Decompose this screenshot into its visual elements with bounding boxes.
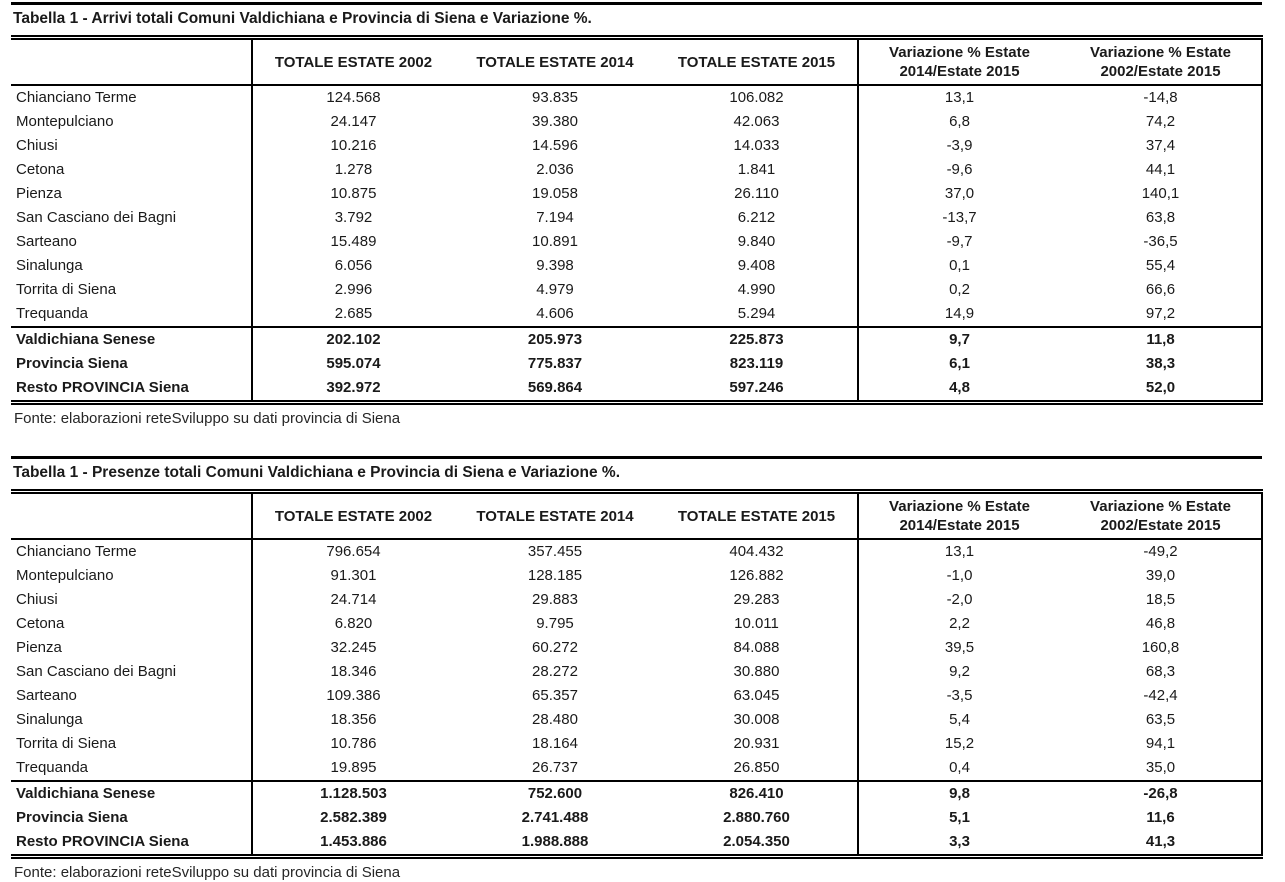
value-cell: -3,5 <box>946 687 973 704</box>
summary-row <box>11 352 1262 376</box>
value-cell: 5,1 <box>949 809 970 826</box>
value-cell: 0,1 <box>949 257 970 274</box>
value-cell: 52,0 <box>1145 379 1176 396</box>
value-cell: 55,4 <box>1145 257 1176 274</box>
value-cell: 9.398 <box>536 257 574 274</box>
value-cell: 26.110 <box>656 182 858 206</box>
source-note-presenze: Fonte: elaborazioni reteSviluppo su dati provincia di Siena <box>14 864 401 881</box>
table-row <box>11 206 1262 230</box>
value-cell: 2.996 <box>334 281 373 298</box>
value-cell: -13,7 <box>942 209 977 226</box>
value-cell: -26,8 <box>1060 781 1262 806</box>
value-cell: 392.972 <box>326 379 381 396</box>
row-label: Chiusi <box>11 588 252 612</box>
row-label: Chianciano Terme <box>11 85 252 110</box>
value-cell: 6.212 <box>656 206 858 230</box>
value-cell: 97,2 <box>1145 305 1176 322</box>
summary-row <box>11 806 1262 830</box>
table-row <box>11 732 1262 756</box>
value-cell: 3,3 <box>949 833 970 850</box>
table-row <box>11 158 1262 182</box>
value-cell: 9,8 <box>858 781 1060 806</box>
value-cell: 63,8 <box>1145 209 1176 226</box>
value-cell: 6.056 <box>334 257 373 274</box>
value-cell: 2.054.350 <box>656 830 858 857</box>
value-cell: 13,1 <box>944 543 975 560</box>
table-row <box>11 230 1262 254</box>
row-label: Sarteano <box>11 230 252 254</box>
row-label: Montepulciano <box>11 110 252 134</box>
value-cell: 205.973 <box>454 327 656 352</box>
value-cell: 39,0 <box>1145 567 1176 584</box>
value-cell: 3.792 <box>334 209 373 226</box>
value-cell: -9,6 <box>946 161 973 178</box>
row-label: Provincia Siena <box>11 352 252 376</box>
value-cell: 30.880 <box>656 660 858 684</box>
value-cell: 28.480 <box>532 711 578 728</box>
row-label: San Casciano dei Bagni <box>11 660 252 684</box>
header-line: 2014/Estate 2015 <box>899 517 1020 534</box>
section-presenze <box>11 456 1262 882</box>
value-cell: 6,1 <box>949 355 970 372</box>
value-cell: 752.600 <box>454 781 656 806</box>
value-cell: 30.008 <box>656 708 858 732</box>
value-cell: 202.102 <box>252 327 454 352</box>
value-cell: 39,5 <box>944 639 975 656</box>
value-cell: 9.795 <box>536 615 574 632</box>
row-label: Valdichiana Senese <box>11 781 252 806</box>
table-title-arrivi: Tabella 1 - Arrivi totali Comuni Valdichiana e Provincia di Siena e Variazione %. <box>13 10 592 27</box>
row-label: Sinalunga <box>11 254 252 278</box>
value-cell: 29.883 <box>532 591 578 608</box>
value-cell: 18.356 <box>330 711 377 728</box>
value-cell: 46,8 <box>1145 615 1176 632</box>
table-title-presenze: Tabella 1 - Presenze totali Comuni Valdichiana e Provincia di Siena e Variazione %. <box>13 464 621 481</box>
value-cell: 9.408 <box>656 254 858 278</box>
value-cell: 93.835 <box>532 89 578 106</box>
value-cell: -14,8 <box>1143 89 1178 106</box>
table-row <box>11 636 1262 660</box>
value-cell: -36,5 <box>1143 233 1178 250</box>
value-cell: 24.714 <box>330 591 377 608</box>
row-label: Trequanda <box>11 756 252 781</box>
value-cell: 41,3 <box>1145 833 1176 850</box>
col-header-estate-2014: TOTALE ESTATE 2014 <box>454 38 656 86</box>
row-label: Resto PROVINCIA Siena <box>11 830 252 857</box>
value-cell: 0,2 <box>949 281 970 298</box>
value-cell: 124.568 <box>326 89 381 106</box>
value-cell: 140,1 <box>1141 185 1180 202</box>
col-header-estate-2002: TOTALE ESTATE 2002 <box>252 492 454 540</box>
value-cell: 74,2 <box>1145 113 1176 130</box>
value-cell: 63.045 <box>656 684 858 708</box>
table-row <box>11 278 1262 302</box>
row-label: Sinalunga <box>11 708 252 732</box>
value-cell: 24.147 <box>330 113 377 130</box>
value-cell: 2.685 <box>334 305 373 322</box>
value-cell: 14,9 <box>944 305 975 322</box>
value-cell: 6.820 <box>334 615 373 632</box>
row-label: Sarteano <box>11 684 252 708</box>
value-cell: 20.931 <box>656 732 858 756</box>
arrivi-table <box>11 35 1263 405</box>
value-cell: 1.453.886 <box>320 833 387 850</box>
value-cell: 225.873 <box>656 327 858 352</box>
value-cell: 29.283 <box>656 588 858 612</box>
value-cell: 18,5 <box>1145 591 1176 608</box>
table-row <box>11 756 1262 781</box>
value-cell: -42,4 <box>1143 687 1178 704</box>
value-cell: 37,0 <box>944 185 975 202</box>
value-cell: 597.246 <box>656 376 858 403</box>
value-cell: 1.988.888 <box>521 833 589 850</box>
col-header-variazione-2014-2015 <box>858 38 1060 86</box>
row-label: Montepulciano <box>11 564 252 588</box>
row-label: Provincia Siena <box>11 806 252 830</box>
value-cell: 28.272 <box>532 663 578 680</box>
table-row <box>11 588 1262 612</box>
table-row <box>11 302 1262 327</box>
title-rule <box>11 2 1262 5</box>
table-row <box>11 660 1262 684</box>
value-cell: 63,5 <box>1145 711 1176 728</box>
value-cell: 10.875 <box>330 185 377 202</box>
value-cell: 10.216 <box>330 137 377 154</box>
header-line: Variazione % Estate <box>1090 498 1231 515</box>
value-cell: -2,0 <box>946 591 973 608</box>
row-label: Chiusi <box>11 134 252 158</box>
col-header-variazione-2002-2015 <box>1060 38 1262 86</box>
value-cell: 4.979 <box>536 281 574 298</box>
value-cell: 160,8 <box>1141 639 1180 656</box>
value-cell: 0,4 <box>949 759 970 776</box>
value-cell: 4.606 <box>536 305 574 322</box>
table-row <box>11 684 1262 708</box>
value-cell: 4.990 <box>656 278 858 302</box>
value-cell: 15,2 <box>944 735 975 752</box>
table-row <box>11 708 1262 732</box>
header-line: Variazione % Estate <box>1090 44 1231 61</box>
value-cell: 595.074 <box>326 355 381 372</box>
value-cell: 18.346 <box>330 663 377 680</box>
header-row <box>11 38 1262 86</box>
value-cell: 18.164 <box>532 735 578 752</box>
value-cell: 2.582.389 <box>320 809 387 826</box>
header-line: 2002/Estate 2015 <box>1100 517 1221 534</box>
value-cell: 44,1 <box>1145 161 1176 178</box>
header-line: 2002/Estate 2015 <box>1100 63 1221 80</box>
value-cell: 569.864 <box>527 379 583 396</box>
value-cell: 2,2 <box>949 615 970 632</box>
value-cell: 65.357 <box>532 687 578 704</box>
value-cell: 357.455 <box>527 543 583 560</box>
presenze-table <box>11 489 1263 859</box>
value-cell: 7.194 <box>536 209 574 226</box>
value-cell: 15.489 <box>330 233 377 250</box>
value-cell: 1.128.503 <box>252 781 454 806</box>
value-cell: 14.596 <box>532 137 578 154</box>
value-cell: 2.880.760 <box>656 806 858 830</box>
value-cell: 39.380 <box>532 113 578 130</box>
row-label: Pienza <box>11 636 252 660</box>
value-cell: 19.058 <box>532 185 578 202</box>
value-cell: 1.841 <box>656 158 858 182</box>
col-header-estate-2014: TOTALE ESTATE 2014 <box>454 492 656 540</box>
col-header-variazione-2014-2015 <box>858 492 1060 540</box>
empty-header-cell <box>11 38 252 86</box>
table-row <box>11 612 1262 636</box>
value-cell: 35,0 <box>1145 759 1176 776</box>
value-cell: 11,8 <box>1060 327 1262 352</box>
row-label: Trequanda <box>11 302 252 327</box>
col-header-estate-2002: TOTALE ESTATE 2002 <box>252 38 454 86</box>
value-cell: 5.294 <box>656 302 858 327</box>
summary-row <box>11 830 1262 857</box>
value-cell: 84.088 <box>656 636 858 660</box>
value-cell: 10.786 <box>330 735 377 752</box>
table-row <box>11 110 1262 134</box>
row-label: Resto PROVINCIA Siena <box>11 376 252 403</box>
header-line: Variazione % Estate <box>889 44 1030 61</box>
row-label: Chianciano Terme <box>11 539 252 564</box>
value-cell: 1.278 <box>334 161 373 178</box>
value-cell: 91.301 <box>330 567 377 584</box>
value-cell: 19.895 <box>330 759 377 776</box>
value-cell: 32.245 <box>330 639 377 656</box>
value-cell: 26.737 <box>532 759 578 776</box>
value-cell: 94,1 <box>1145 735 1176 752</box>
col-header-estate-2015: TOTALE ESTATE 2015 <box>656 38 858 86</box>
value-cell: 13,1 <box>944 89 975 106</box>
header-line: 2014/Estate 2015 <box>899 63 1020 80</box>
value-cell: 60.272 <box>532 639 578 656</box>
value-cell: 109.386 <box>326 687 381 704</box>
table-row <box>11 182 1262 206</box>
value-cell: -1,0 <box>946 567 973 584</box>
value-cell: 10.011 <box>656 612 858 636</box>
value-cell: 6,8 <box>949 113 970 130</box>
table-row <box>11 85 1262 110</box>
value-cell: 10.891 <box>532 233 578 250</box>
header-row <box>11 492 1262 540</box>
value-cell: 11,6 <box>1146 809 1175 826</box>
value-cell: 42.063 <box>656 110 858 134</box>
row-label: Pienza <box>11 182 252 206</box>
summary-row <box>11 327 1262 352</box>
value-cell: 126.882 <box>656 564 858 588</box>
col-header-variazione-2002-2015 <box>1060 492 1262 540</box>
value-cell: 106.082 <box>656 85 858 110</box>
table-row <box>11 564 1262 588</box>
row-label: Cetona <box>11 612 252 636</box>
value-cell: 796.654 <box>326 543 381 560</box>
value-cell: 2.741.488 <box>521 809 589 826</box>
table-row <box>11 539 1262 564</box>
value-cell: 37,4 <box>1145 137 1176 154</box>
value-cell: 68,3 <box>1145 663 1176 680</box>
value-cell: 5,4 <box>949 711 970 728</box>
value-cell: 4,8 <box>949 379 970 396</box>
title-rule <box>11 456 1262 459</box>
summary-row <box>11 781 1262 806</box>
row-label: Torrita di Siena <box>11 278 252 302</box>
value-cell: 9.840 <box>656 230 858 254</box>
value-cell: 38,3 <box>1145 355 1176 372</box>
table-row <box>11 254 1262 278</box>
value-cell: 775.837 <box>527 355 583 372</box>
value-cell: -49,2 <box>1143 543 1178 560</box>
value-cell: 14.033 <box>656 134 858 158</box>
value-cell: 826.410 <box>656 781 858 806</box>
value-cell: -3,9 <box>946 137 973 154</box>
value-cell: 404.432 <box>656 539 858 564</box>
value-cell: 9,2 <box>949 663 970 680</box>
source-note-arrivi: Fonte: elaborazioni reteSviluppo su dati provincia di Siena <box>14 410 401 427</box>
value-cell: 2.036 <box>536 161 574 178</box>
empty-header-cell <box>11 492 252 540</box>
value-cell: 66,6 <box>1145 281 1176 298</box>
row-label: Valdichiana Senese <box>11 327 252 352</box>
row-label: Cetona <box>11 158 252 182</box>
value-cell: 9,7 <box>858 327 1060 352</box>
table-row <box>11 134 1262 158</box>
summary-row <box>11 376 1262 403</box>
value-cell: 823.119 <box>656 352 858 376</box>
col-header-estate-2015: TOTALE ESTATE 2015 <box>656 492 858 540</box>
row-label: San Casciano dei Bagni <box>11 206 252 230</box>
value-cell: 26.850 <box>656 756 858 781</box>
section-arrivi <box>11 2 1262 428</box>
value-cell: 128.185 <box>527 567 583 584</box>
header-line: Variazione % Estate <box>889 498 1030 515</box>
value-cell: -9,7 <box>946 233 973 250</box>
row-label: Torrita di Siena <box>11 732 252 756</box>
